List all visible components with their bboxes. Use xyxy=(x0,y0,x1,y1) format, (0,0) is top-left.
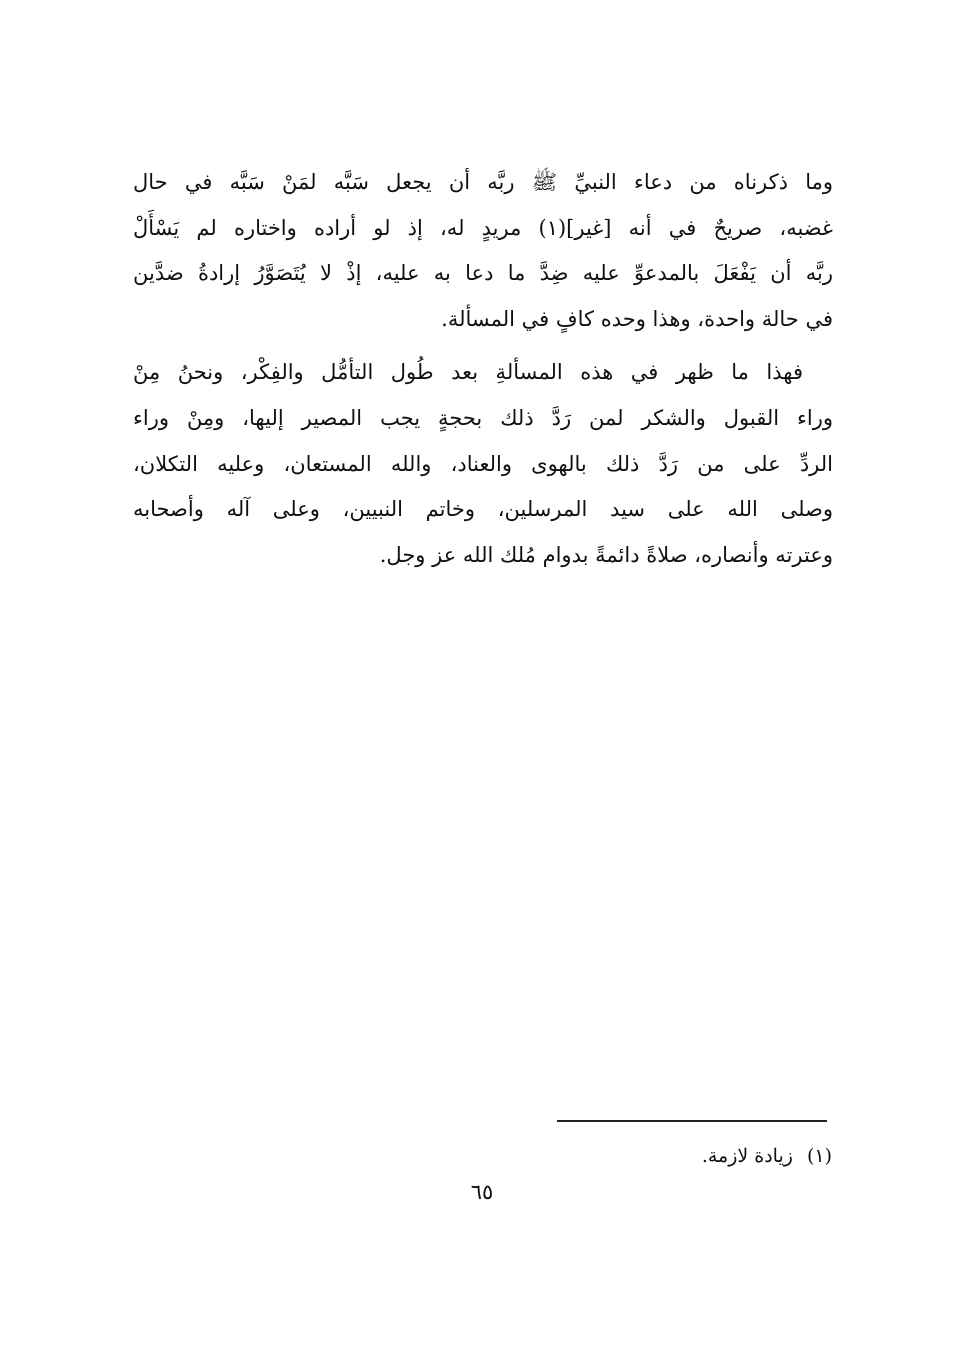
page-number: ٦٥ xyxy=(470,1180,494,1204)
text-line: غضبه، صريحٌ في أنه [غير](١) مريدٍ له، إذ لو أراده واختاره لم يَسْأَلْ xyxy=(133,215,833,240)
main-text xyxy=(133,160,833,578)
text-line: فهذا ما ظهر في هذه المسألةِ بعد طُول التأمُّل والفِكْر، ونحنُ مِنْ xyxy=(133,360,803,385)
footnote-number: (١) xyxy=(806,1145,832,1167)
footnote xyxy=(702,1145,832,1167)
footnote-text: زيادة لازمة. xyxy=(701,1145,793,1167)
text-line: وصلى الله على سيد المرسلين، وخاتم النبيين، وعلى آله وأصحابه xyxy=(133,497,833,522)
text-line: وراء القبول والشكر لمن رَدَّ ذلك بحجةٍ يجب المصير إليها، ومِنْ وراء xyxy=(133,405,833,430)
paragraph-2 xyxy=(133,350,833,578)
text-line: وما ذكرناه من دعاء النبيِّ ﷺ ربَّه أن يجعل سَبَّه لمَنْ سَبَّه في حال xyxy=(133,170,833,194)
text-line: في حالة واحدة، وهذا وحده كافٍ في المسألة. xyxy=(441,306,833,331)
text-line: وعترته وأنصاره، صلاةً دائمةً بدوام مُلك الله عز وجل. xyxy=(379,542,833,567)
text-line: الردِّ على من رَدَّ ذلك بالهوى والعناد، والله المستعان، وعليه التكلان، xyxy=(133,451,833,476)
paragraph-1 xyxy=(133,160,833,342)
text-line: ربَّه أن يَفْعَلَ بالمدعوِّ عليه ضِدَّ ما دعا به عليه، إذْ لا يُتَصَوَّرُ إرادةُ ضدَّين xyxy=(133,261,833,286)
footnote-divider xyxy=(557,1120,827,1122)
